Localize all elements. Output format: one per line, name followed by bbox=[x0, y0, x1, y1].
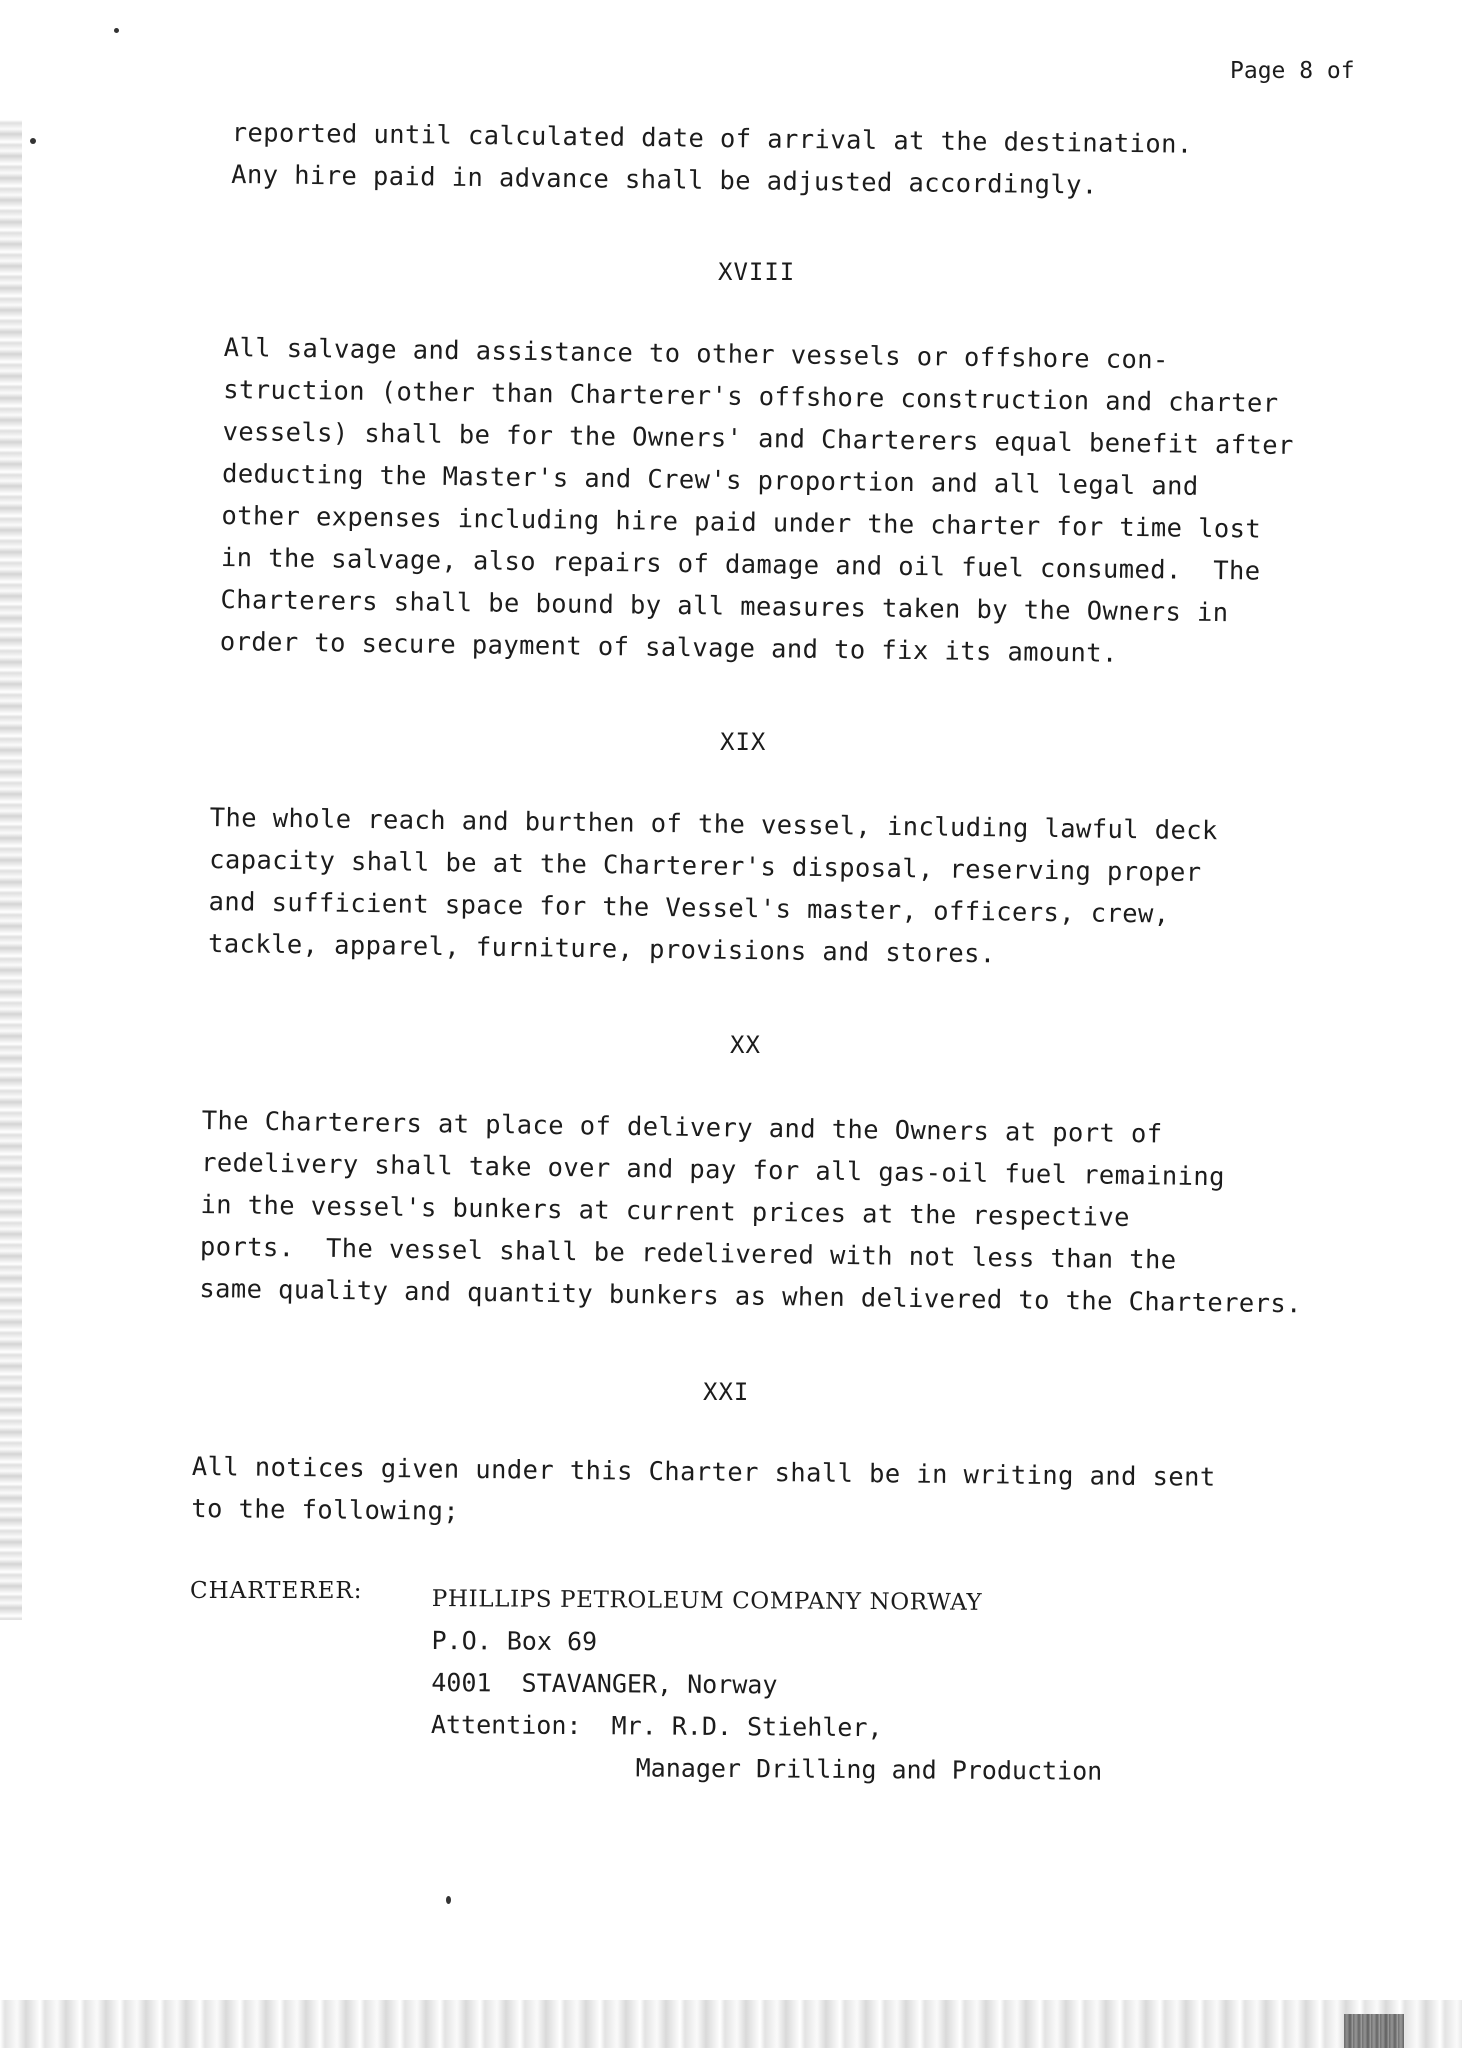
paragraph-line: in the salvage, also repairs of damage and oil fuel consumed. The bbox=[220, 542, 1261, 587]
attention-name: Mr. R.D. Stiehler, bbox=[611, 1711, 883, 1743]
section-heading-xviii: XVIII bbox=[718, 258, 796, 286]
paragraph-line: and sufficient space for the Vessel's master, officers, crew, bbox=[208, 886, 1170, 930]
paragraph-line: to the following; bbox=[191, 1493, 460, 1527]
scan-edge-artifact-bottom bbox=[0, 2000, 1462, 2048]
attention-title: Manager Drilling and Production bbox=[635, 1753, 1103, 1786]
page-number: Page 8 of bbox=[1230, 58, 1355, 84]
section-heading-xxi: XXI bbox=[703, 1378, 750, 1406]
paragraph-line: Charterers shall be bound by all measures taken by the Owners in bbox=[220, 584, 1229, 629]
paragraph-line: The whole reach and burthen of the vessel, including lawful deck bbox=[209, 802, 1218, 847]
paragraph-line: capacity shall be at the Charterer's disposal, reserving proper bbox=[208, 844, 1202, 888]
paragraph-line: vessels) shall be for the Owners' and Charterers equal benefit after bbox=[222, 416, 1294, 462]
address-company: PHILLIPS PETROLEUM COMPANY NORWAY bbox=[431, 1585, 983, 1616]
paragraph-line: The Charterers at place of delivery and the Owners at port of bbox=[201, 1105, 1163, 1150]
paragraph-line: reported until calculated date of arrival at the destination. bbox=[231, 117, 1193, 160]
address-block bbox=[431, 1578, 1104, 1793]
section-heading-xix: XIX bbox=[720, 728, 767, 756]
attention-label: Attention: bbox=[430, 1709, 582, 1741]
paragraph-line: All salvage and assistance to other vessels or offshore con- bbox=[223, 332, 1169, 376]
scan-speck bbox=[446, 1896, 451, 1904]
paragraph-line: tackle, apparel, furniture, provisions and stores. bbox=[207, 928, 996, 970]
continuation-paragraph bbox=[231, 112, 1193, 208]
section-heading-xx: XX bbox=[730, 1031, 761, 1059]
paragraph-line: struction (other than Charterer's offshore construction and charter bbox=[222, 374, 1279, 419]
address-city: 4001 STAVANGER, Norway bbox=[431, 1667, 778, 1700]
paragraph-line: in the vessel's bunkers at current prices at the respective bbox=[200, 1189, 1131, 1233]
address-attention bbox=[431, 1704, 1103, 1751]
paragraph-line: redelivery shall take over and pay for all gas-oil fuel remaining bbox=[200, 1147, 1226, 1193]
scan-speck bbox=[30, 138, 36, 144]
section-xx-paragraph bbox=[199, 1100, 1304, 1325]
address-po-box: P.O. Box 69 bbox=[431, 1625, 598, 1657]
paragraph-line: other expenses including hire paid under the charter for time lost bbox=[221, 500, 1262, 545]
scan-smudge bbox=[1344, 2014, 1404, 2048]
section-xxi-paragraph bbox=[191, 1446, 1216, 1541]
address-label: CHARTERER: bbox=[190, 1578, 363, 1604]
paragraph-line: order to secure payment of salvage and to fix its amount. bbox=[219, 626, 1118, 669]
paragraph-line: ports. The vessel shall be redelivered with not less than the bbox=[199, 1231, 1177, 1276]
section-xix-paragraph bbox=[208, 797, 1218, 978]
paragraph-line: deducting the Master's and Crew's proportion and all legal and bbox=[221, 458, 1199, 502]
section-xviii-paragraph bbox=[220, 327, 1295, 677]
paragraph-line: Any hire paid in advance shall be adjusted accordingly. bbox=[231, 159, 1098, 201]
paragraph-line: All notices given under this Charter shall be in writing and sent bbox=[191, 1451, 1216, 1493]
scan-speck bbox=[114, 28, 119, 33]
scan-edge-artifact-left bbox=[0, 120, 22, 1620]
paragraph-line: same quality and quantity bunkers as when delivered to the Charterers. bbox=[199, 1273, 1303, 1320]
